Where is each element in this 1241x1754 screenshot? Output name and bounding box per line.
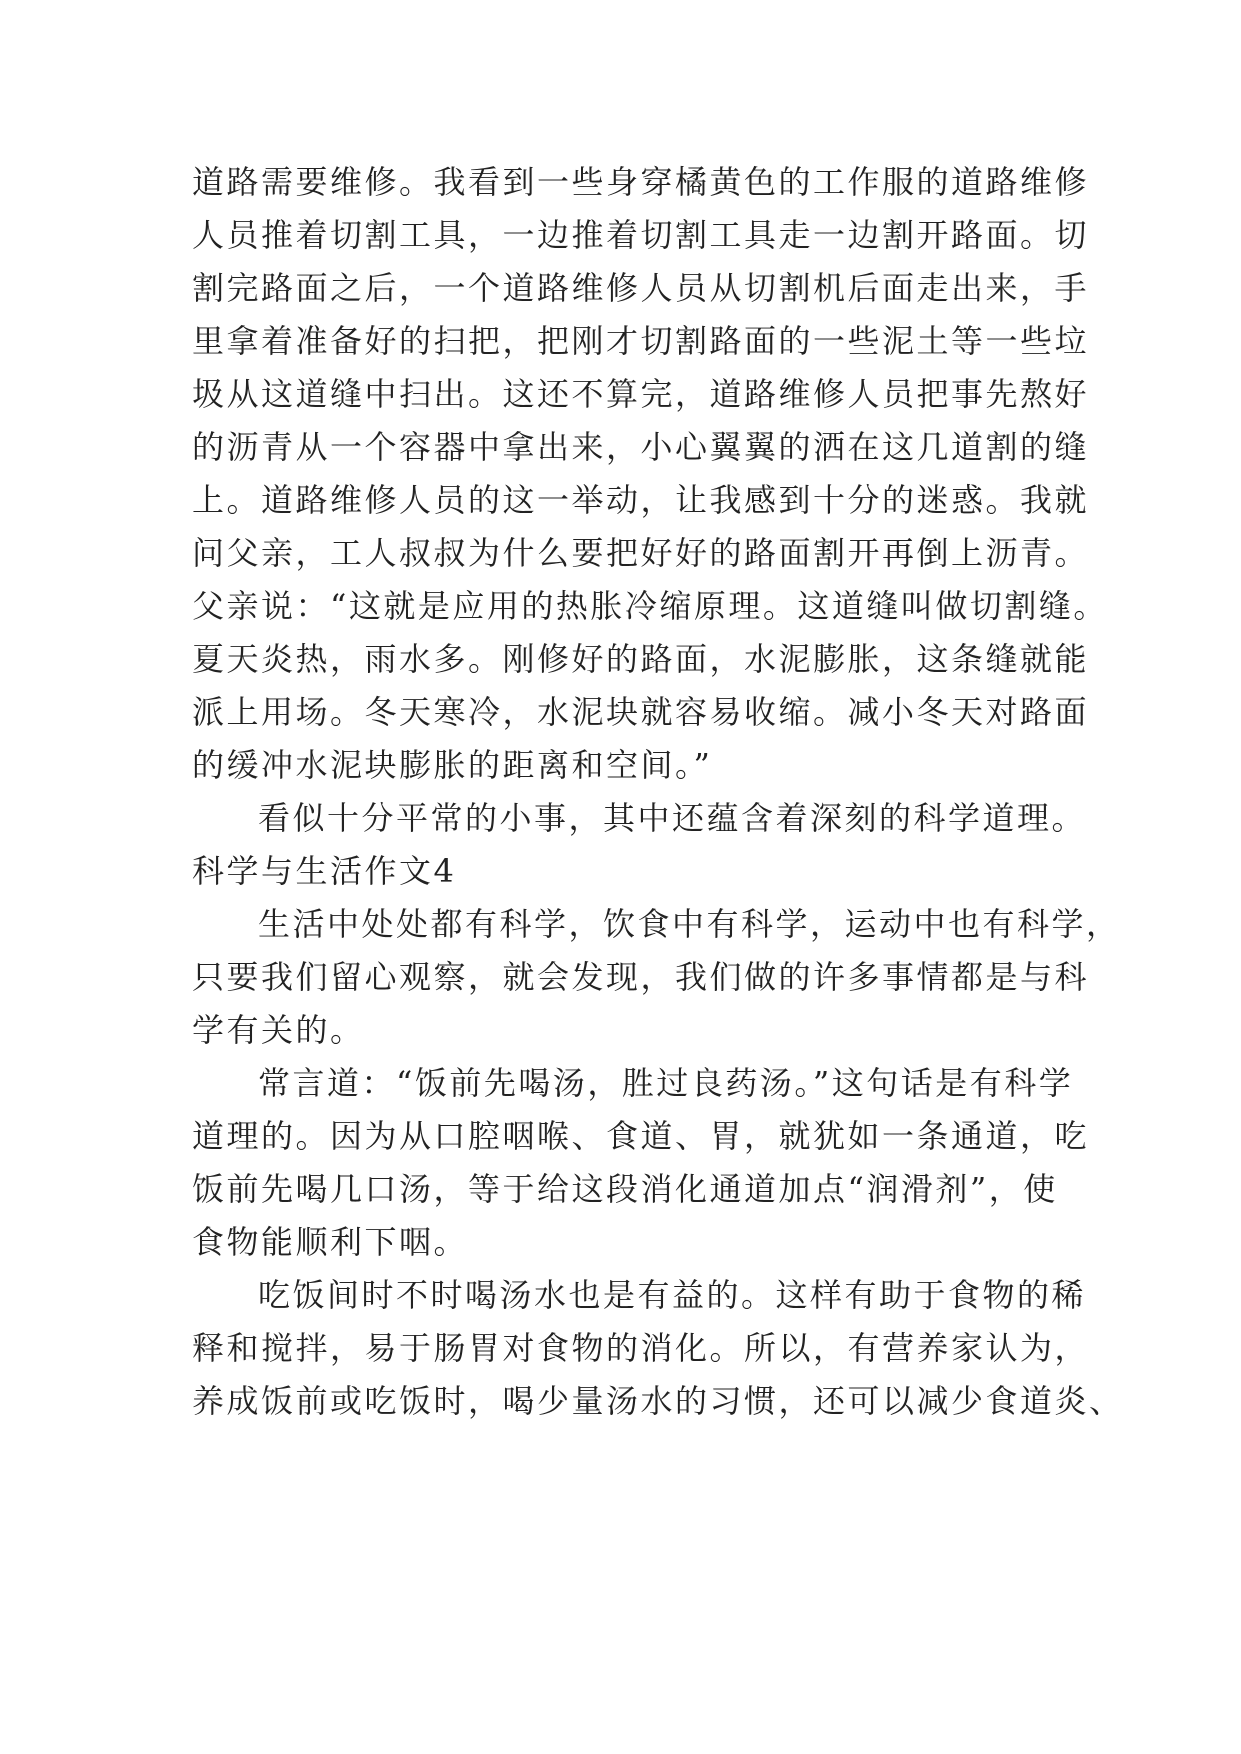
paragraph-first-line: 吃饭间时不时喝汤水也是有益的。这样有助于食物的稀 bbox=[258, 1276, 1087, 1314]
paragraph-first-line: 常言道：“饭前先喝汤，胜过良药汤。”这句话是有科学 bbox=[258, 1064, 1074, 1102]
text-line: 养成饭前或吃饭时，喝少量汤水的习惯，还可以减少食道炎、 bbox=[192, 1382, 1124, 1420]
text-line: 派上用场。冬天寒冷，水泥块就容易收缩。减小冬天对路面 bbox=[192, 693, 1090, 731]
text-line: 圾从这道缝中扫出。这还不算完，道路维修人员把事先熬好 bbox=[192, 375, 1090, 413]
text-line: 里拿着准备好的扫把，把刚才切割路面的一些泥土等一些垃 bbox=[192, 322, 1090, 360]
text-line: 夏天炎热，雨水多。刚修好的路面，水泥膨胀，这条缝就能 bbox=[192, 640, 1090, 678]
text-line: 饭前先喝几口汤，等于给这段消化通道加点“润滑剂”，使 bbox=[192, 1170, 1058, 1208]
text-line: 的缓冲水泥块膨胀的距离和空间。” bbox=[192, 746, 713, 784]
section-heading: 科学与生活作文4 bbox=[192, 852, 457, 890]
text-line: 食物能顺利下咽。 bbox=[192, 1223, 469, 1261]
text-line: 割完路面之后，一个道路维修人员从切割机后面走出来，手 bbox=[192, 269, 1090, 307]
text-line: 问父亲，工人叔叔为什么要把好好的路面割开再倒上沥青。 bbox=[192, 534, 1090, 572]
text-line: 父亲说：“这就是应用的热胀冷缩原理。这道缝叫做切割缝。 bbox=[192, 587, 1108, 625]
text-line: 释和搅拌，易于肠胃对食物的消化。所以，有营养家认为， bbox=[192, 1329, 1090, 1367]
text-line: 道路需要维修。我看到一些身穿橘黄色的工作服的道路维修 bbox=[192, 163, 1090, 201]
text-line: 人员推着切割工具，一边推着切割工具走一边割开路面。切 bbox=[192, 216, 1090, 254]
text-line: 上。道路维修人员的这一举动，让我感到十分的迷惑。我就 bbox=[192, 481, 1090, 519]
text-line: 学有关的。 bbox=[192, 1011, 365, 1049]
text-line: 的沥青从一个容器中拿出来，小心翼翼的洒在这几道割的缝 bbox=[192, 428, 1090, 466]
text-line: 道理的。因为从口腔咽喉、食道、胃，就犹如一条通道，吃 bbox=[192, 1117, 1090, 1155]
paragraph-first-line: 生活中处处都有科学，饮食中有科学，运动中也有科学， bbox=[258, 905, 1121, 943]
paragraph-first-line: 看似十分平常的小事，其中还蕴含着深刻的科学道理。 bbox=[258, 799, 1087, 837]
text-line: 只要我们留心观察，就会发现，我们做的许多事情都是与科 bbox=[192, 958, 1090, 996]
